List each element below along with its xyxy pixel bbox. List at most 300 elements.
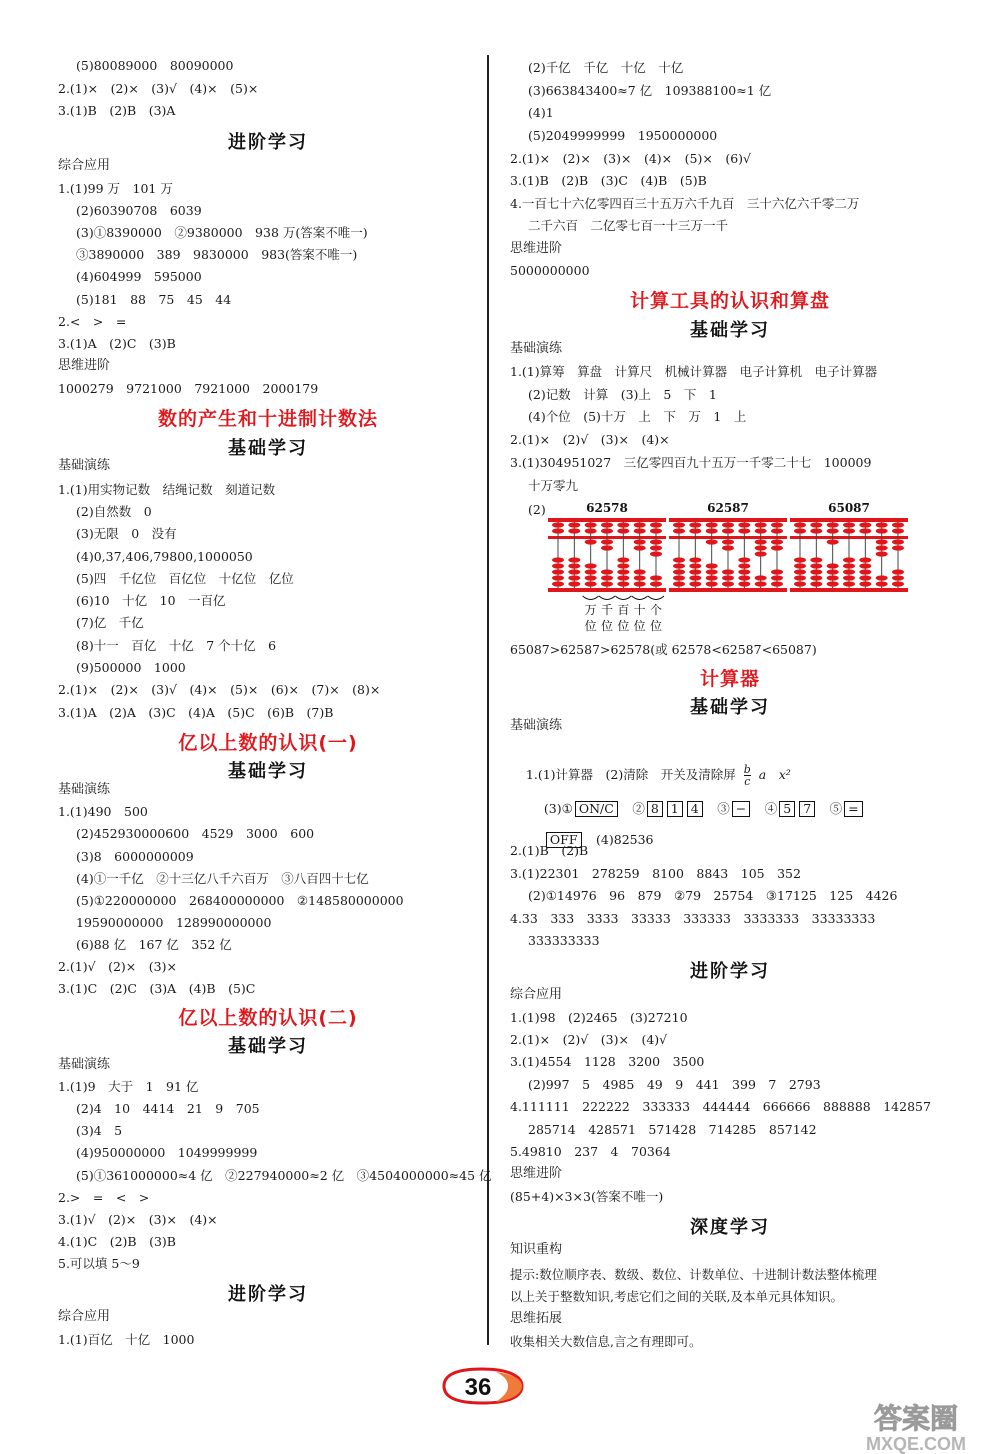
abacus-bead	[722, 581, 734, 586]
place-label-bottom: 位	[617, 619, 630, 633]
answer-line: 收集相关大数信息,言之有理即可。	[510, 1334, 702, 1349]
place-label-top: 百	[617, 603, 630, 617]
answer-line: (3)8 6000000009	[76, 849, 194, 864]
abacus-bead	[810, 522, 822, 527]
answer-line: 3.(1)√ (2)× (3)× (4)×	[58, 1212, 218, 1227]
subheading: 基础演练	[510, 341, 563, 356]
abacus-bead	[892, 581, 904, 586]
abacus-bead	[568, 581, 580, 586]
answer-line: 3.(1)B (2)B (3)A	[58, 103, 176, 118]
answer-line: 1.(1)99 万 101 万	[58, 181, 173, 196]
abacus-bead	[876, 545, 888, 550]
answer-line: 2.(1)× (2)× (3)√ (4)× (5)×	[58, 81, 259, 96]
abacus-bead	[722, 528, 734, 533]
section-heading: 进阶学习	[690, 961, 770, 982]
abacus-bead	[755, 575, 767, 580]
answer-line: 1.(1)9 大于 1 91 亿	[58, 1079, 199, 1094]
answer-line: 1000279 9721000 7921000 2000179	[58, 381, 319, 396]
answer-line: 二千六百 二亿零七百一十三万一千	[528, 218, 729, 233]
abacus-bead	[568, 575, 580, 580]
answer-line: 1.(1)98 (2)2465 (3)27210	[510, 1010, 688, 1025]
answer-line: (5)2049999999 1950000000	[528, 128, 718, 143]
answer-line: ③3890000 389 9830000 983(答案不唯一)	[76, 247, 358, 262]
abacus-bead	[617, 557, 629, 562]
answer-text: (4)82536	[596, 832, 654, 847]
column-divider	[487, 55, 489, 1345]
abacus-value-label: 62578	[586, 501, 628, 515]
answer-line: 1.(1)490 500	[58, 804, 148, 819]
answer-line: (9)500000 1000	[76, 660, 186, 675]
place-label-top: 个	[649, 603, 663, 617]
answer-line: 4.33 333 3333 33333 333333 3333333 33333333	[510, 911, 876, 926]
abacus-bead	[617, 522, 629, 527]
chapter-title: 亿以上数的认识(一)	[178, 732, 358, 754]
abacus-bead	[689, 528, 701, 533]
abacus-top-bar	[669, 518, 787, 522]
abacus-bead	[738, 522, 750, 527]
answer-line: 3.(1)A (2)C (3)B	[58, 336, 176, 351]
answer-line: 1.(1)算筹 算盘 计算尺 机械计算器 电子计算机 电子计算器	[510, 364, 878, 379]
abacus-bead	[755, 528, 767, 533]
abacus-bead	[771, 522, 783, 527]
abacus-bead	[552, 569, 564, 574]
subheading: 思维进阶	[510, 241, 563, 256]
section-heading: 进阶学习	[228, 1284, 308, 1305]
answer-line: 3.(1)C (2)C (3)A (4)B (5)C	[58, 981, 256, 996]
section-heading: 基础学习	[228, 438, 308, 459]
answer-text: 1.(1)计算器 (2)清除 开关及清除屏	[525, 767, 736, 782]
abacus-bead	[722, 545, 734, 550]
abacus-bead	[794, 575, 806, 580]
abacus-bead	[771, 539, 783, 544]
abacus-bead	[892, 545, 904, 550]
answer-line: 5.49810 237 4 70364	[510, 1144, 671, 1159]
abacus-top-bar	[548, 518, 666, 522]
abacus-bead	[810, 581, 822, 586]
answer-text: ④	[764, 801, 778, 816]
abacus-bead	[568, 569, 580, 574]
abacus-bead	[650, 551, 662, 556]
abacus-bead	[794, 557, 806, 562]
abacus-bead	[843, 522, 855, 527]
abacus-bead	[706, 581, 718, 586]
abacus-bead	[771, 581, 783, 586]
abacus-bead	[771, 545, 783, 550]
abacus-value-label: 65087	[828, 501, 870, 515]
abacus-bead	[827, 528, 839, 533]
answer-line: (4)950000000 1049999999	[76, 1145, 258, 1160]
answer-line: 4.一百七十六亿零四百三十五万六千九百 三十六亿六千零二万	[510, 196, 860, 211]
answer-text: ②	[632, 801, 645, 816]
subheading: 思维拓展	[510, 1311, 563, 1326]
answer-line: 2.> = < >	[58, 1190, 150, 1205]
abacus-bead	[689, 581, 701, 586]
abacus-bead	[689, 575, 701, 580]
abacus-bead	[771, 569, 783, 574]
abacus-bead	[755, 551, 767, 556]
place-bracket	[583, 596, 599, 600]
answer-line: (2)记数 计算 (3)上 5 下 1	[528, 387, 717, 402]
answer-line: 2.(1)× (2)× (3)× (4)× (5)× (6)√	[510, 151, 751, 166]
abacus-bead	[585, 539, 597, 544]
abacus-bead	[810, 557, 822, 562]
abacus-bead	[585, 563, 597, 568]
abacus-bead	[706, 539, 718, 544]
abacus-bead	[585, 569, 597, 574]
answer-line: (2)997 5 4985 49 9 441 399 7 2793	[528, 1077, 821, 1092]
answer-line: (2)452930000600 4529 3000 600	[76, 826, 315, 841]
abacus-bead	[673, 522, 685, 527]
page-number-badge	[438, 1366, 526, 1406]
abacus-bead	[634, 528, 646, 533]
answer-line: 65087>62587>62578(或 62578<62587<65087)	[510, 642, 817, 657]
abacus-bead	[859, 569, 871, 574]
answer-line: 3.(1)4554 1128 3200 3500	[510, 1054, 705, 1069]
answer-line: 5000000000	[510, 263, 590, 278]
abacus-bead	[810, 575, 822, 580]
abacus-bead	[552, 581, 564, 586]
key-on-c: ON/C	[575, 801, 618, 817]
abacus-bead	[552, 528, 564, 533]
abacus-bead	[738, 557, 750, 562]
page-number: 36	[464, 1374, 492, 1401]
section-heading: 基础学习	[690, 697, 770, 718]
chapter-title: 亿以上数的认识(二)	[178, 1007, 358, 1029]
answer-line: (5)四 千亿位 百亿位 十亿位 亿位	[76, 571, 294, 586]
fraction-key	[744, 764, 751, 787]
abacus-bead	[706, 575, 718, 580]
place-label-bottom: 位	[649, 619, 663, 633]
answer-line: (4)个位 (5)十万 上 下 万 1 上	[528, 409, 747, 424]
abacus-bead	[673, 557, 685, 562]
abacus-bead	[706, 569, 718, 574]
fraction-denominator: c	[744, 775, 751, 788]
answer-line: (4)604999 595000	[76, 269, 202, 284]
abacus-bottom-bar	[669, 588, 787, 592]
answer-line: (8)十一 百亿 十亿 7 个十亿 6	[76, 638, 277, 653]
answer-text: a x²	[758, 767, 791, 782]
abacus-bottom-bar	[548, 588, 666, 592]
abacus-bead	[794, 569, 806, 574]
answer-line: (7)亿 千亿	[76, 615, 144, 630]
subheading: 综合应用	[58, 158, 111, 173]
abacus-bead	[634, 575, 646, 580]
abacus-bead	[673, 569, 685, 574]
abacus-bead	[722, 575, 734, 580]
key-1: 1	[667, 801, 683, 817]
abacus-bead	[650, 545, 662, 550]
answer-line: (6)88 亿 167 亿 352 亿	[76, 937, 232, 952]
abacus-bead	[585, 581, 597, 586]
abacus-bead	[706, 528, 718, 533]
section-heading: 基础学习	[228, 761, 308, 782]
answer-text: ⑤	[829, 801, 843, 816]
abacus-bead	[843, 575, 855, 580]
abacus-bead	[738, 575, 750, 580]
abacus-bead	[706, 563, 718, 568]
answer-line: (85+4)×3×3(答案不唯一)	[510, 1189, 664, 1204]
abacus-bead	[827, 522, 839, 527]
answer-line: (2)60390708 6039	[76, 203, 202, 218]
answer-line: 3.(1)22301 278259 8100 8843 105 352	[510, 866, 801, 881]
abacus-bead	[859, 563, 871, 568]
key-8: 8	[647, 801, 663, 817]
answer-line: (3)①8390000 ②9380000 938 万(答案不唯一)	[76, 225, 368, 240]
abacus-bead	[689, 522, 701, 527]
abacus-bead	[827, 581, 839, 586]
abacus-bead	[601, 569, 613, 574]
watermark-bottom: MXQE.COM	[865, 1434, 967, 1454]
abacus-value-label: 62587	[707, 501, 749, 515]
abacus-bead	[568, 557, 580, 562]
answer-line: (4)0,37,406,79800,1000050	[76, 549, 253, 564]
abacus-bead	[810, 563, 822, 568]
abacus-bead	[634, 539, 646, 544]
subheading: 基础演练	[510, 718, 563, 733]
abacus-bead	[876, 575, 888, 580]
abacus-bead	[552, 575, 564, 580]
abacus-bead	[650, 575, 662, 580]
abacus-bead	[722, 569, 734, 574]
answer-line: 2.(1)√ (2)× (3)×	[58, 959, 177, 974]
abacus-bead	[601, 575, 613, 580]
abacus-bead	[568, 563, 580, 568]
abacus-bead	[771, 575, 783, 580]
section-heading: 深度学习	[690, 1217, 770, 1238]
abacus-bead	[843, 528, 855, 533]
answer-line: 1.(1)百亿 十亿 1000	[58, 1332, 195, 1347]
abacus-bead	[892, 528, 904, 533]
answer-line: (3)663843400≈7 亿 109388100≈1 亿	[528, 83, 772, 98]
abacus-bead	[722, 522, 734, 527]
abacus-bead	[617, 581, 629, 586]
abacus-bead	[892, 522, 904, 527]
abacus-bead	[876, 551, 888, 556]
answer-line: (3)4 5	[76, 1123, 123, 1138]
answer-text: (3)①	[543, 801, 573, 816]
place-label-bottom: 位	[633, 619, 646, 633]
place-bracket	[648, 596, 664, 600]
abacus-bead	[673, 563, 685, 568]
abacus-bead	[617, 569, 629, 574]
abacus-bead	[650, 581, 662, 586]
abacus-bead	[601, 539, 613, 544]
abacus-bead	[673, 528, 685, 533]
answer-line: (5)181 88 75 45 44	[76, 292, 232, 307]
abacus-bead	[706, 522, 718, 527]
subheading: 基础演练	[58, 782, 111, 797]
subheading: 思维进阶	[510, 1166, 563, 1181]
abacus-bead	[859, 557, 871, 562]
watermark-logo	[830, 1398, 1000, 1454]
place-bracket	[632, 596, 648, 600]
abacus-bead	[794, 563, 806, 568]
abacus-bottom-bar	[790, 588, 908, 592]
answer-line: 333333333	[528, 933, 600, 948]
answer-line: 4.(1)C (2)B (3)B	[58, 1234, 176, 1249]
abacus-bead	[827, 563, 839, 568]
abacus-bead	[843, 569, 855, 574]
abacus-bead	[568, 522, 580, 527]
abacus-bead	[794, 522, 806, 527]
answer-line: 3.(1)304951027 三亿零四百九十五万一千零二十七 100009	[510, 455, 872, 470]
subheading: 综合应用	[510, 987, 563, 1002]
abacus-bead	[568, 528, 580, 533]
answer-line: 3.(1)B (2)B (3)C (4)B (5)B	[510, 173, 707, 188]
abacus-bead	[859, 522, 871, 527]
section-heading: 进阶学习	[228, 132, 308, 153]
chapter-title: 计算器	[699, 668, 760, 690]
chapter-title: 计算工具的认识和算盘	[629, 290, 830, 312]
answer-line: 19590000000 128990000000	[76, 915, 272, 930]
abacus-bead	[810, 569, 822, 574]
place-label-bottom: 位	[584, 619, 597, 633]
answer-line: (5)①220000000 268400000000 ②148580000000	[76, 893, 404, 908]
abacus-bead	[689, 569, 701, 574]
abacus-bead	[859, 575, 871, 580]
abacus-bead	[827, 575, 839, 580]
answer-line: 3.(1)A (2)A (3)C (4)A (5)C (6)B (7)B	[58, 705, 334, 720]
place-bracket	[599, 596, 615, 600]
abacus-bead	[585, 575, 597, 580]
abacus-bead	[794, 528, 806, 533]
key-5: 5	[779, 801, 795, 817]
abacus-bead	[892, 569, 904, 574]
place-label-top: 万	[584, 603, 597, 617]
watermark-top: 答案圈	[873, 1402, 959, 1435]
abacus-bead	[876, 581, 888, 586]
section-heading: 基础学习	[690, 320, 770, 341]
abacus-bead	[585, 528, 597, 533]
abacus-bead	[650, 528, 662, 533]
abacus-bead	[794, 581, 806, 586]
abacus-bead	[552, 563, 564, 568]
abacus-bead	[601, 528, 613, 533]
answer-line: (4)1	[528, 105, 554, 120]
abacus-bead	[771, 528, 783, 533]
abacus-bead	[843, 563, 855, 568]
answer-line: 以上关于整数知识,考虑它们之间的关联,及本单元具体知识。	[510, 1289, 843, 1304]
abacus-bead	[552, 522, 564, 527]
abacus-bead	[843, 581, 855, 586]
abacus-bead	[601, 545, 613, 550]
abacus-illustration	[540, 500, 940, 640]
answer-line: (4)①一千亿 ②十三亿八千六百万 ③八百四十七亿	[76, 871, 369, 886]
abacus-bead	[892, 575, 904, 580]
abacus-bead	[689, 557, 701, 562]
abacus-bead	[689, 563, 701, 568]
answer-line: 5.可以填 5～9	[58, 1256, 140, 1271]
answer-line: 2.(1)× (2)√ (3)× (4)√	[510, 1032, 668, 1047]
abacus-prefix: (2)	[528, 502, 546, 517]
abacus-bead	[755, 581, 767, 586]
abacus-bead	[755, 545, 767, 550]
answer-line: 2.(1)× (2)× (3)√ (4)× (5)× (6)× (7)× (8)×	[58, 682, 381, 697]
abacus-bead	[827, 539, 839, 544]
abacus-bead	[722, 539, 734, 544]
abacus-bead	[738, 563, 750, 568]
answer-line: 2.(1)B (2)B	[510, 843, 589, 858]
abacus-bead	[601, 522, 613, 527]
fraction-numerator: b	[743, 763, 751, 776]
abacus-bead	[755, 539, 767, 544]
answer-line: (2)千亿 千亿 十亿 十亿	[528, 60, 684, 75]
answer-line: (5)80089000 80090000	[76, 58, 234, 73]
key-minus: −	[732, 801, 750, 817]
answer-line: 285714 428571 571428 714285 857142	[528, 1122, 817, 1137]
subheading: 思维进阶	[58, 358, 111, 373]
abacus-bead	[634, 545, 646, 550]
abacus-bead	[617, 528, 629, 533]
abacus-bead	[673, 575, 685, 580]
abacus-bead	[617, 563, 629, 568]
abacus-bead	[634, 581, 646, 586]
abacus-bead	[617, 575, 629, 580]
abacus-bead	[859, 581, 871, 586]
answer-text: ③	[717, 801, 730, 816]
subheading: 基础演练	[58, 458, 111, 473]
place-label-bottom: 位	[600, 619, 614, 633]
subheading: 知识重构	[510, 1242, 563, 1257]
abacus-bead	[827, 569, 839, 574]
chapter-title: 数的产生和十进制计数法	[157, 408, 378, 430]
abacus-bead	[738, 581, 750, 586]
abacus-bead	[876, 522, 888, 527]
answer-line: 2.(1)× (2)√ (3)× (4)×	[510, 432, 670, 447]
answer-line: 1.(1)用实物记数 结绳记数 刻道记数	[58, 482, 276, 497]
abacus-bead	[601, 581, 613, 586]
abacus-bead	[738, 569, 750, 574]
answer-line: (2)4 10 4414 21 9 705	[76, 1101, 260, 1116]
abacus-bead	[585, 522, 597, 527]
abacus-bead	[876, 539, 888, 544]
key-off: OFF	[546, 832, 582, 848]
answer-line: (5)①361000000≈4 亿 ②227940000≈2 亿 ③4504000000≈45 亿	[76, 1168, 492, 1183]
answer-line: 提示:数位顺序表、数级、数位、计数单位、十进制计数法整体梳理	[510, 1267, 877, 1282]
abacus-top-bar	[790, 518, 908, 522]
section-heading: 基础学习	[228, 1036, 308, 1057]
answer-line: 2.< > =	[58, 314, 127, 329]
abacus-bead	[650, 522, 662, 527]
abacus-bead	[634, 569, 646, 574]
place-bracket	[615, 596, 631, 600]
place-label-top: 十	[633, 603, 646, 617]
abacus-bead	[859, 528, 871, 533]
abacus-bead	[552, 557, 564, 562]
subheading: 基础演练	[58, 1057, 111, 1072]
abacus-bead	[892, 539, 904, 544]
abacus-bead	[738, 528, 750, 533]
place-label-top: 千	[600, 603, 614, 617]
answer-line: (6)10 十亿 10 一百亿	[76, 593, 226, 608]
key-7: 7	[799, 801, 815, 817]
abacus-bead	[673, 581, 685, 586]
answer-line: (3)无限 0 没有	[76, 526, 177, 541]
abacus-bead	[843, 557, 855, 562]
answer-line: 4.111111 222222 333333 444444 666666 888888 142857	[510, 1099, 931, 1114]
answer-line: (2)自然数 0	[76, 504, 152, 519]
abacus-bead	[755, 522, 767, 527]
abacus-bead	[810, 528, 822, 533]
key-equals: =	[844, 801, 862, 817]
abacus-bead	[650, 539, 662, 544]
key-4: 4	[687, 801, 703, 817]
answer-line: 十万零九	[528, 478, 579, 493]
abacus-bead	[634, 522, 646, 527]
abacus-bead	[876, 528, 888, 533]
answer-line: (2)①14976 96 879 ②79 25754 ③17125 125 4426	[528, 888, 898, 903]
subheading: 综合应用	[58, 1309, 111, 1324]
